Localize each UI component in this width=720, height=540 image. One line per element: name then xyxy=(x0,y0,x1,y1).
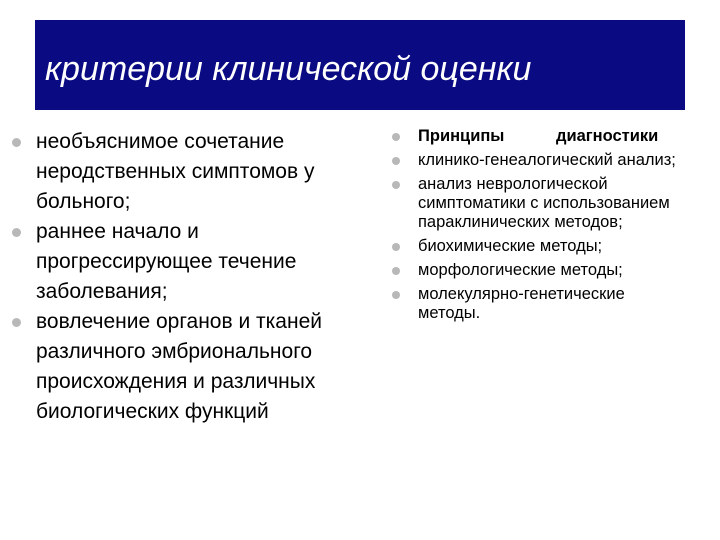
list-item xyxy=(388,175,688,232)
bullet-icon xyxy=(392,157,400,165)
slide-title: критерии клинической оценки xyxy=(45,50,532,88)
right-column xyxy=(388,127,688,328)
list-item xyxy=(388,285,688,323)
bullet-icon xyxy=(12,138,21,147)
bullet-icon xyxy=(392,181,400,189)
item-text: анализ неврологической симптоматики с использованием параклинических методов; xyxy=(418,175,670,231)
title-bar xyxy=(35,20,685,110)
item-text: раннее начало и прогрессирующее течение заболевания; xyxy=(36,220,297,303)
bullet-icon xyxy=(392,133,400,141)
left-column xyxy=(8,127,348,427)
item-text: необъяснимое сочетание неродственных симптомов у больного; xyxy=(36,130,315,213)
list-item xyxy=(388,261,688,280)
item-text: клинико-генеалогический анализ; xyxy=(418,151,676,169)
item-text: морфологические методы; xyxy=(418,261,623,279)
bullet-icon xyxy=(12,318,21,327)
bullet-icon xyxy=(392,243,400,251)
item-text: вовлечение органов и тканей различного эмбрионального происхождения и различных биологических функций xyxy=(36,310,322,423)
item-text: молекулярно-генетические методы. xyxy=(418,285,625,322)
heading-word-principles: Принципы xyxy=(418,127,505,145)
bullet-icon xyxy=(392,267,400,275)
bullet-icon xyxy=(12,228,21,237)
list-item xyxy=(388,237,688,256)
heading-word-diagnostics: диагностики xyxy=(556,127,659,145)
list-item xyxy=(8,307,348,427)
section-heading xyxy=(388,127,688,146)
list-item xyxy=(8,127,348,217)
list-item xyxy=(8,217,348,307)
list-item xyxy=(388,151,688,170)
bullet-icon xyxy=(392,291,400,299)
item-text: биохимические методы; xyxy=(418,237,603,255)
